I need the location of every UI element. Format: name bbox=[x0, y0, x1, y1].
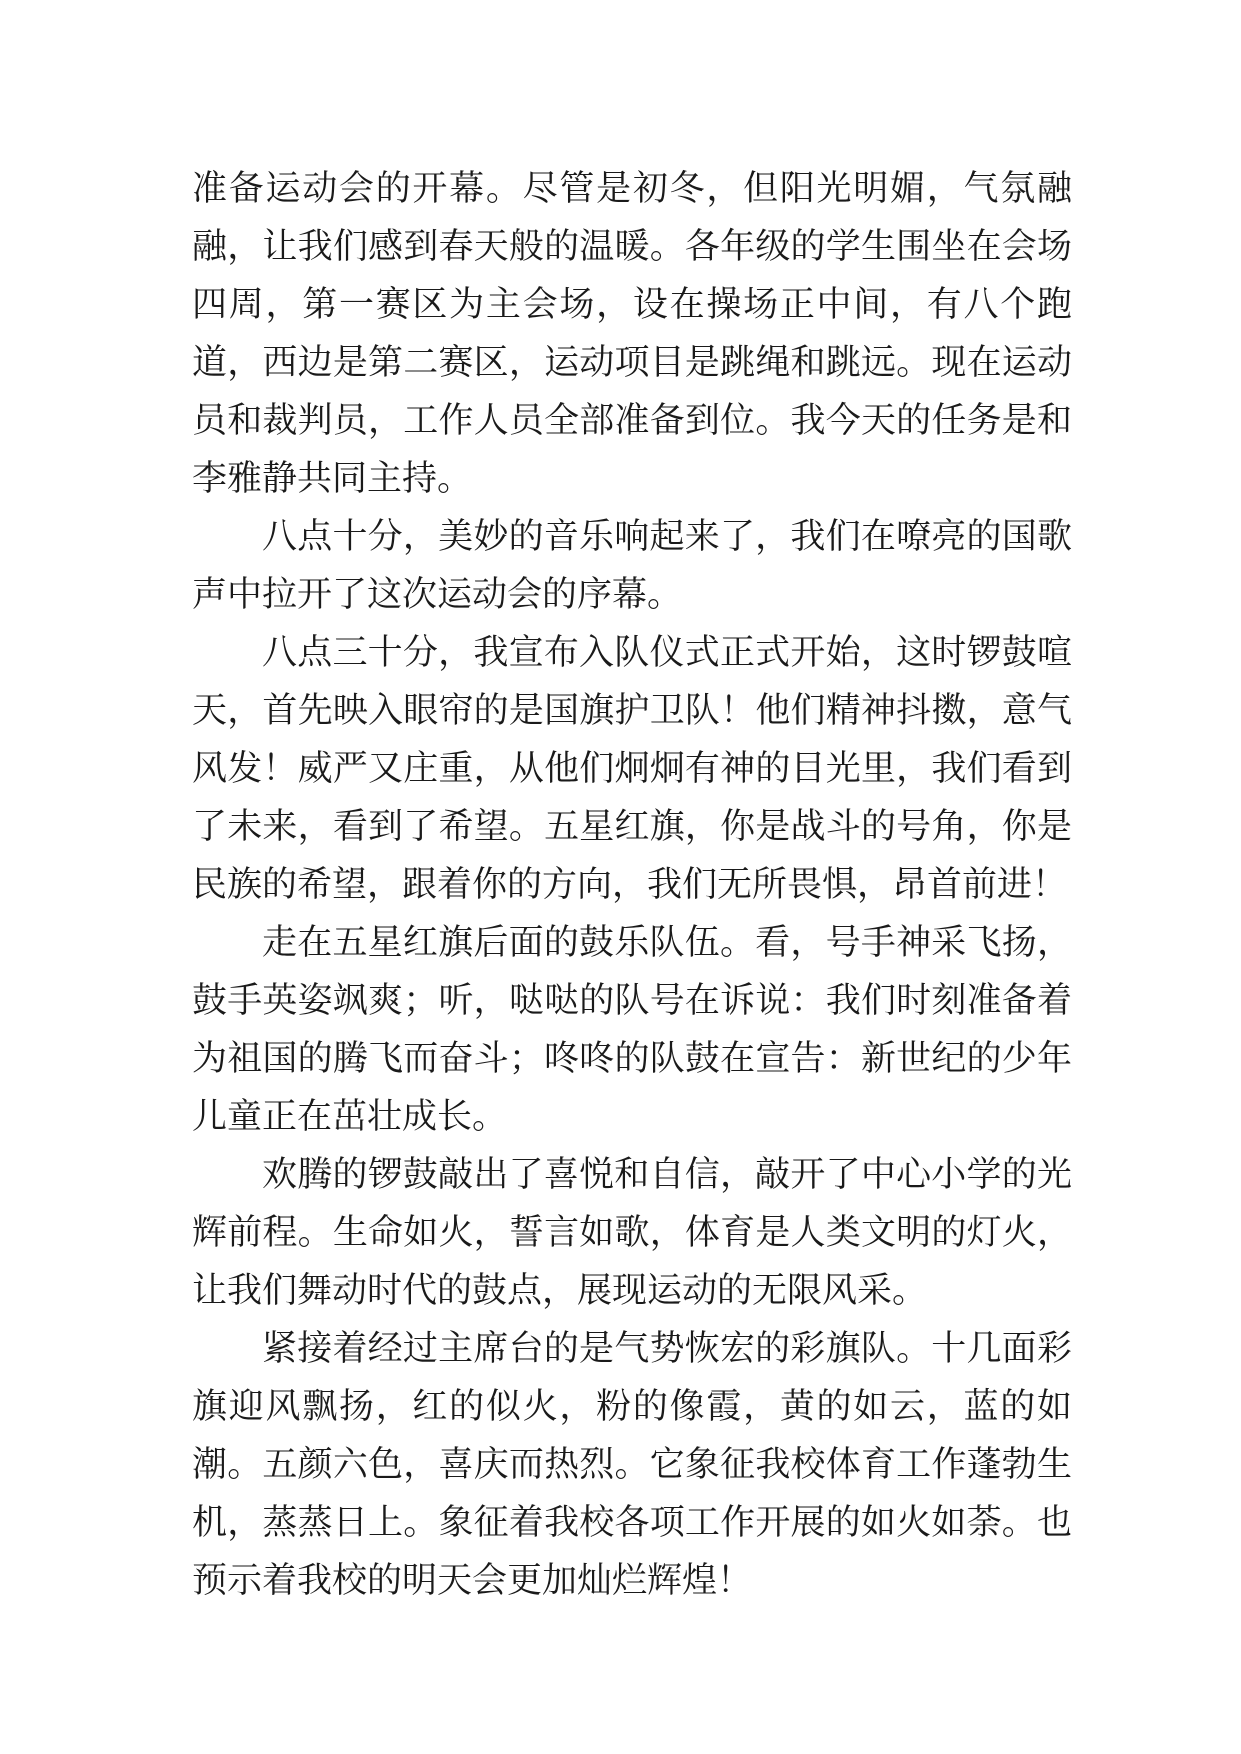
paragraph-1: 准备运动会的开幕。尽管是初冬，但阳光明媚，气氛融融，让我们感到春天般的温暖。各年级的学生围坐在会场四周，第一赛区为主会场，设在操场正中间，有八个跑道，西边是第二赛区，运动项目是跳绳和跳远。现在运动员和裁判员，工作人员全部准备到位。我今天的任务是和李雅静共同主持。 bbox=[192, 169, 1072, 499]
paragraph-6: 紧接着经过主席台的是气势恢宏的彩旗队。十几面彩旗迎风飘扬，红的似火，粉的像霞，黄的如云，蓝的如潮。五颜六色，喜庆而热烈。它象征我校体育工作蓬勃生机，蒸蒸日上。象征着我校各项工作开展的如火如荼。也预示着我校的明天会更加灿烂辉煌！ bbox=[192, 1329, 1072, 1601]
paragraph-5: 欢腾的锣鼓敲出了喜悦和自信，敲开了中心小学的光辉前程。生命如火，誓言如歌，体育是人类文明的灯火，让我们舞动时代的鼓点，展现运动的无限风采。 bbox=[192, 1155, 1072, 1311]
paragraph-2: 八点十分，美妙的音乐响起来了，我们在嘹亮的国歌声中拉开了这次运动会的序幕。 bbox=[192, 517, 1072, 615]
document-body bbox=[192, 160, 1072, 1610]
paragraph-4: 走在五星红旗后面的鼓乐队伍。看，号手神采飞扬，鼓手英姿飒爽；听，哒哒的队号在诉说：我们时刻准备着为祖国的腾飞而奋斗；咚咚的队鼓在宣告：新世纪的少年儿童正在茁壮成长。 bbox=[192, 923, 1072, 1137]
paragraph-3: 八点三十分，我宣布入队仪式正式开始，这时锣鼓喧天，首先映入眼帘的是国旗护卫队！他们精神抖擞，意气风发！威严又庄重，从他们炯炯有神的目光里，我们看到了未来，看到了希望。五星红旗，你是战斗的号角，你是民族的希望，跟着你的方向，我们无所畏惧，昂首前进！ bbox=[192, 633, 1072, 905]
